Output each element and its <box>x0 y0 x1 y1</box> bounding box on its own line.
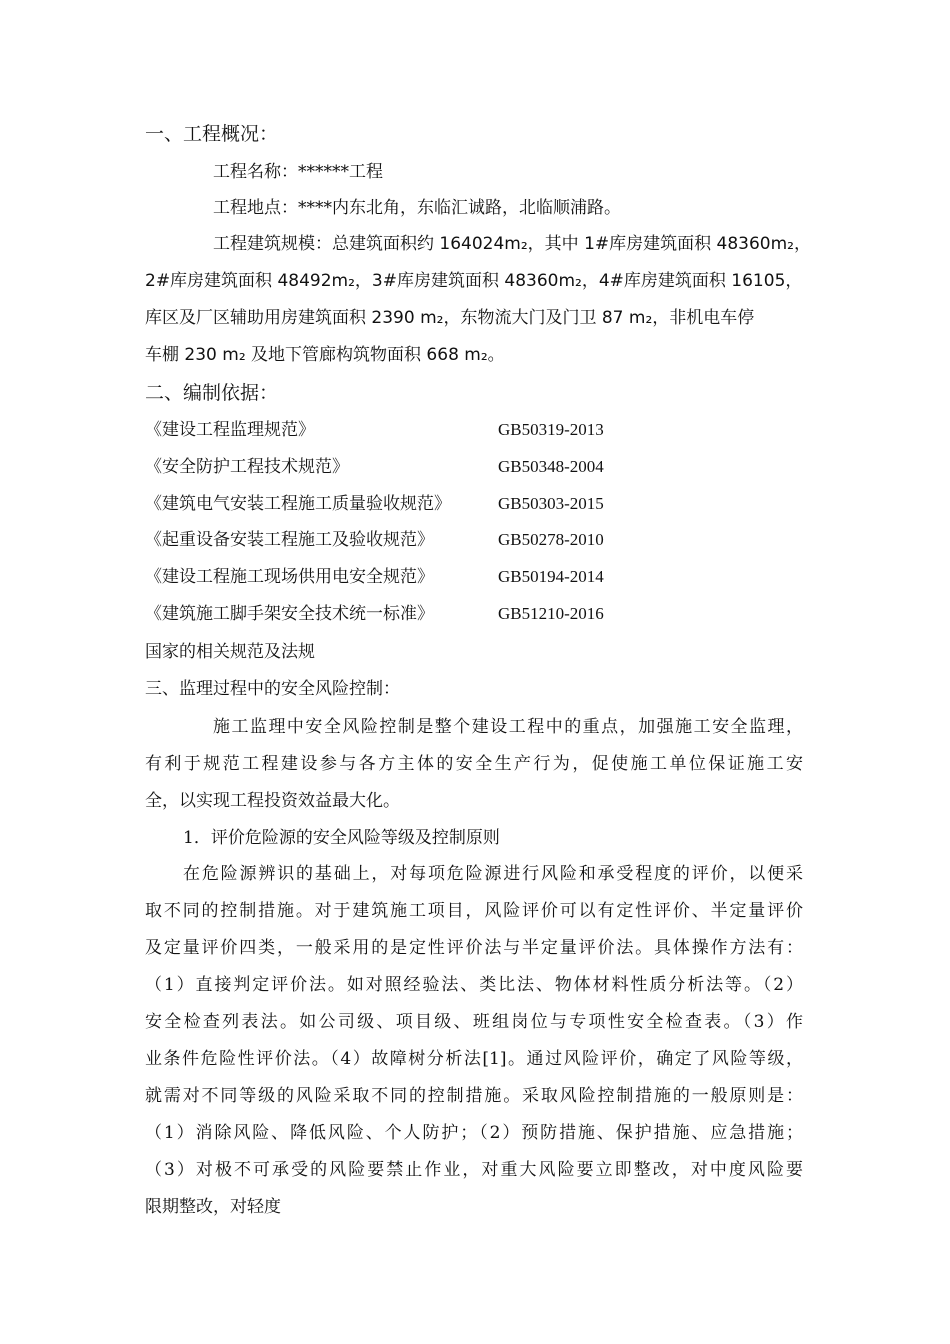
body-line-1: 在危险源辨识的基础上，对每项危险源进行风险和承受程度的评价，以便采 <box>183 864 803 884</box>
project-name: 工程名称：******工程 <box>213 162 383 182</box>
subheading-risk-evaluation: 1．评价危险源的安全风险等级及控制原则 <box>183 828 500 848</box>
body-line-5: 安全检查列表法。如公司级、项目级、班组岗位与专项性安全检查表。（3）作 <box>145 1012 803 1032</box>
standard-name: 《建筑电气安装工程施工质量验收规范》 <box>145 494 451 514</box>
section-2-heading: 二、编制依据： <box>145 382 279 404</box>
scale-line-1: 工程建筑规模：总建筑面积约 164024m₂，其中 1#库房建筑面积 48360m₂， <box>213 234 811 254</box>
body-line-3: 及定量评价四类，一般采用的是定性评价法与半定量评价法。具体操作方法有： <box>145 938 803 958</box>
standard-code: GB50319-2013 <box>498 420 604 439</box>
scale-line-2: 2#库房建筑面积 48492m₂，3#库房建筑面积 48360m₂，4#库房建筑面积 16105， <box>145 271 803 291</box>
body-line-10: 限期整改，对轻度 <box>145 1197 281 1217</box>
related-regulations: 国家的相关规范及法规 <box>145 642 315 662</box>
standard-name: 《安全防护工程技术规范》 <box>145 457 349 477</box>
scale-line-4: 车棚 230 m₂ 及地下管廊构筑物面积 668 m₂。 <box>145 345 505 365</box>
body-line-2: 取不同的控制措施。对于建筑施工项目，风险评价可以有定性评价、半定量评价 <box>145 901 803 921</box>
body-line-9: （3）对极不可承受的风险要禁止作业，对重大风险要立即整改，对中度风险要 <box>145 1160 803 1180</box>
intro-line-2: 有利于规范工程建设参与各方主体的安全生产行为，促使施工单位保证施工安 <box>145 754 803 774</box>
standard-code: GB50303-2015 <box>498 494 604 513</box>
standard-code: GB51210-2016 <box>498 604 604 623</box>
standard-code: GB50194-2014 <box>498 567 604 586</box>
standard-name: 《建设工程施工现场供用电安全规范》 <box>145 567 434 587</box>
scale-line-3: 库区及厂区辅助用房建筑面积 2390 m₂，东物流大门及门卫 87 m₂，非机电车停 <box>145 308 755 328</box>
standard-name: 《建设工程监理规范》 <box>145 420 315 440</box>
body-line-4: （1）直接判定评价法。如对照经验法、类比法、物体材料性质分析法等。（2） <box>145 975 803 995</box>
section-3-heading: 三、监理过程中的安全风险控制： <box>145 679 400 699</box>
standard-name: 《建筑施工脚手架安全技术统一标准》 <box>145 604 434 624</box>
body-line-8: （1）消除风险、降低风险、个人防护；（2）预防措施、保护措施、应急措施； <box>145 1123 803 1143</box>
section-1-heading: 一、工程概况： <box>145 123 279 145</box>
intro-line-3: 全，以实现工程投资效益最大化。 <box>145 791 400 811</box>
standard-name: 《起重设备安装工程施工及验收规范》 <box>145 530 434 550</box>
body-line-6: 业条件危险性评价法。（4）故障树分析法[1]。通过风险评价，确定了风险等级， <box>145 1049 803 1069</box>
standard-code: GB50348-2004 <box>498 457 604 476</box>
body-line-7: 就需对不同等级的风险采取不同的控制措施。采取风险控制措施的一般原则是： <box>145 1086 803 1106</box>
project-location: 工程地点：****内东北角，东临汇诚路，北临顺浦路。 <box>213 198 621 218</box>
standard-code: GB50278-2010 <box>498 530 604 549</box>
intro-line-1: 施工监理中安全风险控制是整个建设工程中的重点，加强施工安全监理， <box>213 717 803 737</box>
